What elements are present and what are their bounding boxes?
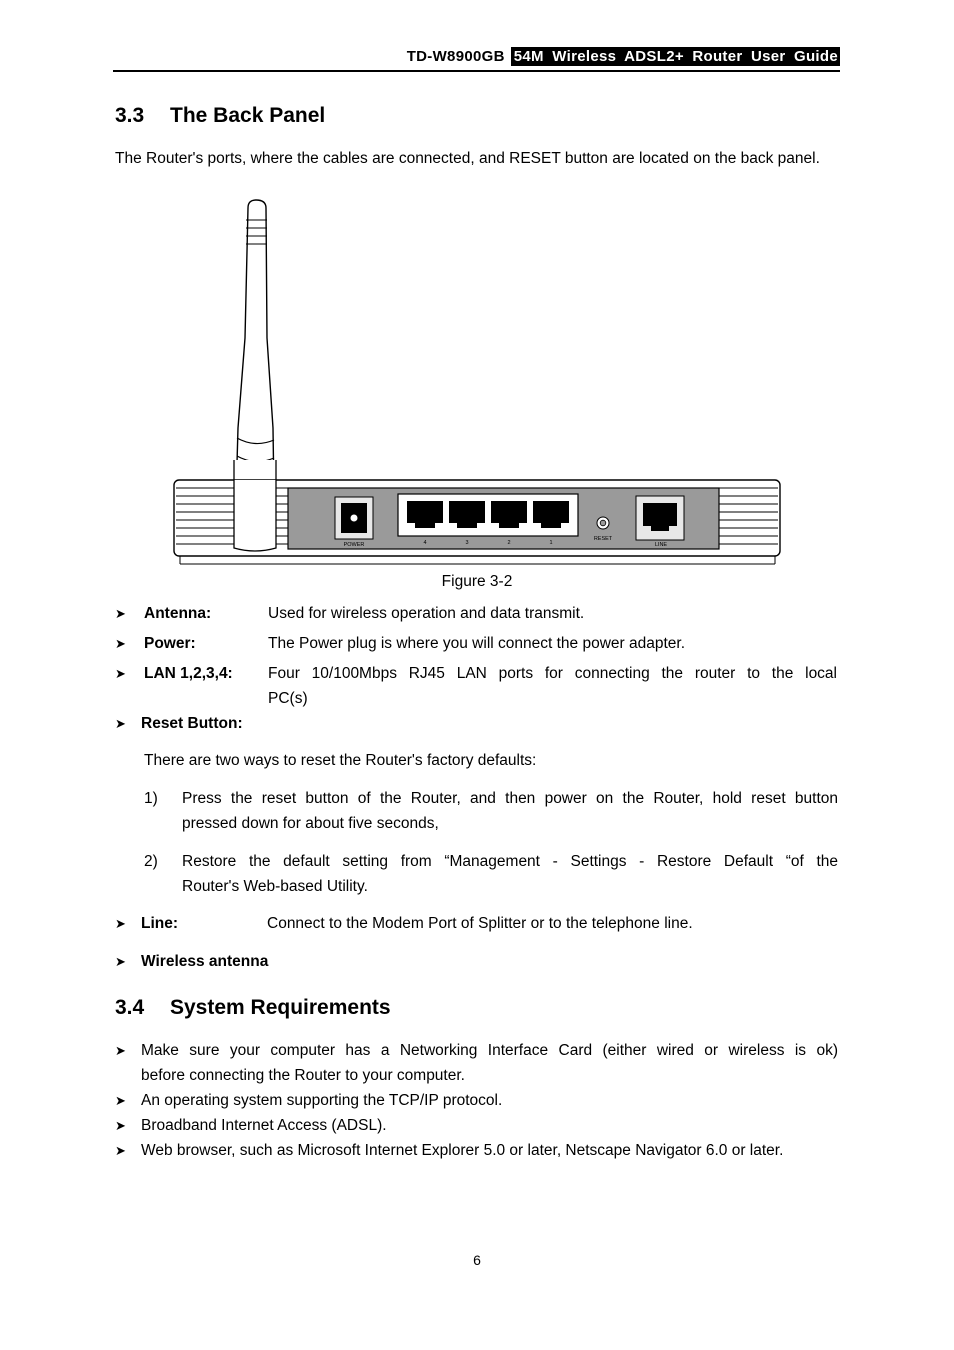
section-number: 3.3 <box>115 104 145 127</box>
reset-step-1 <box>144 786 840 836</box>
header-guide-title: 54M Wireless ADSL2+ Router User Guide <box>511 47 840 66</box>
section-title: The Back Panel <box>170 104 326 127</box>
section-heading-3-3 <box>115 104 325 128</box>
bullet-arrow-icon: ➤ <box>115 1118 126 1133</box>
figure-caption: Figure 3-2 <box>441 573 513 590</box>
header-model: TD-W8900GB <box>406 48 505 65</box>
requirement-line1: Make sure your computer has a Networking Interface Card (either wired or wireless is ok) <box>141 1042 838 1059</box>
step-line2: pressed down for about five seconds, <box>182 815 439 832</box>
step-line1: Press the reset button of the Router, and then power on the Router, hold reset button <box>182 790 838 807</box>
list-item-lan <box>115 661 840 711</box>
requirement-item <box>115 1038 840 1088</box>
section-title: System Requirements <box>170 996 391 1019</box>
lan2-label: 2 <box>507 540 511 546</box>
item-term: LAN 1,2,3,4: <box>144 665 233 682</box>
requirement-line1: Web browser, such as Microsoft Internet Explorer 5.0 or later, Netscape Navigator 6.0 or later. <box>141 1142 784 1159</box>
running-header <box>113 48 840 70</box>
bullet-arrow-icon: ➤ <box>115 1043 126 1058</box>
item-term: Wireless antenna <box>141 953 269 970</box>
step-number: 1) <box>144 790 158 807</box>
lan4-label: 4 <box>423 540 427 546</box>
bullet-arrow-icon: ➤ <box>115 1093 126 1108</box>
step-line1: Restore the default setting from “Management - Settings - Restore Default “of the <box>182 853 838 870</box>
router-back-panel-figure <box>170 198 785 570</box>
list-item-line <box>115 911 840 936</box>
lan3-label: 3 <box>465 540 469 546</box>
item-desc-line1: Four 10/100Mbps RJ45 LAN ports for connecting the router to the local <box>268 665 837 682</box>
requirement-line1: An operating system supporting the TCP/IP protocol. <box>141 1092 503 1109</box>
list-item-reset <box>115 711 840 736</box>
item-term: Line: <box>141 915 179 932</box>
bullet-arrow-icon: ➤ <box>115 1143 126 1158</box>
bullet-arrow-icon: ➤ <box>115 954 126 969</box>
lan1-label: 1 <box>549 540 553 546</box>
step-number: 2) <box>144 853 158 870</box>
section-intro: The Router's ports, where the cables are connected, and RESET button are located on the back panel. <box>115 150 820 167</box>
requirement-line2: before connecting the Router to your computer. <box>141 1067 465 1084</box>
item-desc-line2: PC(s) <box>268 690 308 707</box>
requirement-line1: Broadband Internet Access (ADSL). <box>141 1117 387 1134</box>
list-item-wireless-antenna <box>115 949 840 974</box>
reset-button-graphic <box>597 517 609 529</box>
section-number: 3.4 <box>115 996 145 1019</box>
item-desc: The Power plug is where you will connect the power adapter. <box>268 635 686 652</box>
line-port <box>636 496 684 540</box>
bullet-arrow-icon: ➤ <box>115 636 126 651</box>
item-term: Power: <box>144 635 196 652</box>
item-term: Antenna: <box>144 605 212 622</box>
list-item-power <box>115 631 840 656</box>
reset-intro: There are two ways to reset the Router's factory defaults: <box>144 752 537 769</box>
power-port-label: POWER <box>343 542 365 548</box>
requirement-item <box>115 1088 840 1113</box>
power-jack <box>335 497 373 539</box>
page-number: 6 <box>473 1252 481 1268</box>
bullet-arrow-icon: ➤ <box>115 666 126 681</box>
line-port-label: LINE <box>654 542 668 548</box>
step-line2: Router's Web-based Utility. <box>182 878 368 895</box>
bullet-arrow-icon: ➤ <box>115 606 126 621</box>
item-term: Reset Button: <box>141 715 243 732</box>
list-item-antenna <box>115 601 840 626</box>
item-desc: Used for wireless operation and data transmit. <box>268 605 585 622</box>
requirement-item <box>115 1138 840 1163</box>
requirement-item <box>115 1113 840 1138</box>
header-rule <box>113 70 840 72</box>
bullet-arrow-icon: ➤ <box>115 916 126 931</box>
reset-label: RESET <box>593 536 613 542</box>
bullet-arrow-icon: ➤ <box>115 716 126 731</box>
item-desc: Connect to the Modem Port of Splitter or to the telephone line. <box>267 915 693 932</box>
reset-step-2 <box>144 849 840 899</box>
section-heading-3-4 <box>115 996 391 1020</box>
